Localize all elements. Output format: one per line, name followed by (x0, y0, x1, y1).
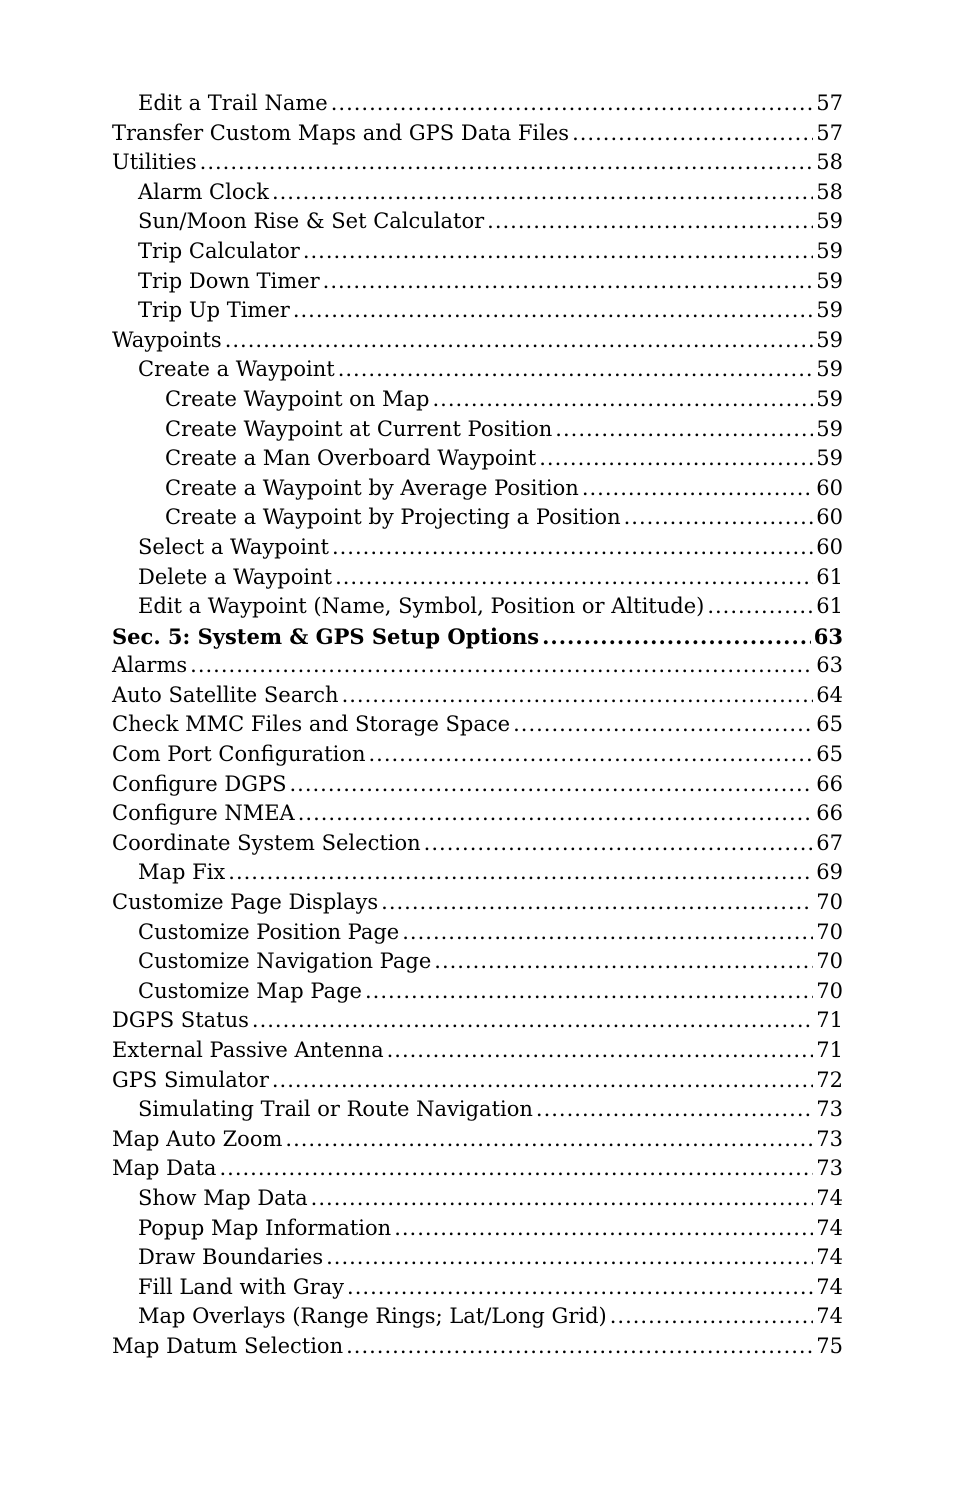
toc-entry-title: Draw Boundaries (138, 1245, 324, 1270)
toc-entry[interactable] (112, 1036, 843, 1066)
toc-entry-title: Customize Map Page (138, 978, 362, 1003)
toc-entry-title: DGPS Status (112, 1008, 249, 1033)
dot-leader (335, 563, 813, 593)
toc-entry-title: Edit a Waypoint (Name, Symbol, Position or Altitude) (138, 594, 705, 619)
toc-entry[interactable] (112, 267, 843, 297)
toc-entry-page-number: 74 (816, 1274, 843, 1299)
toc-entry-title: Create a Waypoint by Average Position (165, 475, 579, 500)
toc-entry[interactable] (112, 444, 843, 474)
dot-leader (433, 385, 814, 415)
toc-entry-page-number: 65 (816, 712, 843, 737)
toc-entry[interactable] (112, 651, 843, 681)
toc-entry[interactable] (112, 1125, 843, 1155)
toc-entry-page-number: 73 (816, 1126, 843, 1151)
toc-entry-page-number: 71 (816, 1008, 843, 1033)
toc-entry[interactable] (112, 799, 843, 829)
dot-leader (424, 829, 814, 859)
toc-entry-title: Map Datum Selection (112, 1333, 344, 1358)
dot-leader (338, 355, 814, 385)
toc-entry-title: Check MMC Files and Storage Space (112, 712, 511, 737)
dot-leader (342, 681, 814, 711)
toc-entry-title: Configure DGPS (112, 771, 287, 796)
toc-entry[interactable] (112, 296, 843, 326)
toc-entry-page-number: 69 (816, 860, 843, 885)
toc-entry-page-number: 63 (816, 653, 843, 678)
toc-entry-title: GPS Simulator (112, 1067, 269, 1092)
toc-entry-title: Create a Man Overboard Waypoint (165, 446, 537, 471)
toc-entry-title: Create Waypoint on Map (165, 386, 430, 411)
dot-leader (394, 1214, 813, 1244)
toc-entry-page-number: 60 (816, 505, 843, 530)
toc-entry[interactable] (112, 237, 843, 267)
toc-entry-title: Customize Navigation Page (138, 949, 432, 974)
toc-entry-title: Show Map Data (138, 1185, 308, 1210)
dot-leader (381, 888, 813, 918)
dot-leader (331, 89, 814, 119)
toc-entry-page-number: 73 (816, 1097, 843, 1122)
toc-entry-title: Alarm Clock (138, 179, 269, 204)
toc-entry[interactable] (112, 710, 843, 740)
toc-entry[interactable] (112, 563, 843, 593)
toc-entry-title: Popup Map Information (138, 1215, 392, 1240)
toc-entry[interactable] (112, 119, 843, 149)
dot-leader (539, 444, 813, 474)
dot-leader (346, 1332, 813, 1362)
toc-entry[interactable] (112, 1066, 843, 1096)
dot-leader (228, 858, 813, 888)
toc-entry[interactable] (112, 1154, 843, 1184)
toc-entry-page-number: 61 (816, 594, 843, 619)
dot-leader (311, 1184, 814, 1214)
toc-entry[interactable] (112, 207, 843, 237)
dot-leader (434, 947, 813, 977)
toc-entry-title: Map Data (112, 1156, 217, 1181)
dot-leader (365, 977, 813, 1007)
toc-entry-page-number: 59 (816, 416, 843, 441)
toc-entry[interactable] (112, 1184, 843, 1214)
dot-leader (555, 415, 813, 445)
toc-entry-page-number: 58 (816, 179, 843, 204)
dot-leader (387, 1036, 814, 1066)
dot-leader (298, 799, 814, 829)
toc-entry-title: Create a Waypoint by Projecting a Position (165, 505, 621, 530)
toc-entry-page-number: 70 (816, 949, 843, 974)
dot-leader (610, 1302, 814, 1332)
toc-entry-page-number: 74 (816, 1185, 843, 1210)
toc-entry-page-number: 66 (816, 801, 843, 826)
dot-leader (200, 148, 814, 178)
toc-entry-page-number: 60 (816, 475, 843, 500)
toc-entry-page-number: 59 (816, 268, 843, 293)
toc-entry-title: Customize Page Displays (112, 890, 379, 915)
toc-entry[interactable] (112, 415, 843, 445)
toc-entry-page-number: 70 (816, 978, 843, 1003)
dot-leader (323, 267, 814, 297)
toc-entry[interactable] (112, 1332, 843, 1362)
dot-leader (190, 651, 813, 681)
toc-entry[interactable] (112, 1095, 843, 1125)
toc-entry-title: Map Fix (138, 860, 226, 885)
toc-entry-page-number: 74 (816, 1215, 843, 1240)
toc-entry-page-number: 64 (816, 682, 843, 707)
dot-leader (272, 1066, 813, 1096)
toc-entry-page-number: 63 (813, 623, 843, 649)
toc-entry[interactable] (112, 533, 843, 563)
toc-entry-title: Map Overlays (Range Rings; Lat/Long Grid) (138, 1304, 607, 1329)
toc-entry-title: Create Waypoint at Current Position (165, 416, 553, 441)
toc-entry-page-number: 70 (816, 890, 843, 915)
toc-entry-title: Configure NMEA (112, 801, 295, 826)
dot-leader (402, 918, 813, 948)
toc-entry[interactable] (112, 148, 843, 178)
toc-entry-title: Fill Land with Gray (138, 1274, 345, 1299)
toc-entry-page-number: 74 (816, 1304, 843, 1329)
toc-entry[interactable] (112, 977, 843, 1007)
toc-entry[interactable] (112, 1302, 843, 1332)
toc-entry-page-number: 74 (816, 1245, 843, 1270)
toc-entry-page-number: 60 (816, 534, 843, 559)
toc-entry-page-number: 59 (816, 298, 843, 323)
toc-entry-title: Auto Satellite Search (112, 682, 339, 707)
toc-entry[interactable] (112, 385, 843, 415)
toc-entry[interactable] (112, 1243, 843, 1273)
toc-entry-page-number: 58 (816, 150, 843, 175)
toc-entry-page-number: 59 (816, 327, 843, 352)
toc-entry-title: Trip Up Timer (138, 298, 290, 323)
toc-entry-title: Trip Calculator (138, 238, 300, 263)
toc-entry-title: External Passive Antenna (112, 1038, 384, 1062)
toc-entry-title: Alarms (112, 653, 188, 678)
dot-leader (326, 1243, 813, 1273)
toc-entry-title: Sec. 5: System & GPS Setup Options (112, 623, 540, 649)
toc-entry-title: Map Auto Zoom (112, 1126, 283, 1151)
table-of-contents (112, 89, 843, 1362)
toc-entry[interactable] (112, 947, 843, 977)
toc-entry-page-number: 67 (816, 830, 843, 855)
toc-entry-page-number: 59 (816, 446, 843, 471)
toc-entry-title: Delete a Waypoint (138, 564, 333, 589)
toc-entry-title: Transfer Custom Maps and GPS Data Files (112, 120, 570, 145)
toc-entry-page-number: 59 (816, 386, 843, 411)
toc-entry-title: Simulating Trail or Route Navigation (138, 1097, 533, 1122)
toc-entry[interactable] (112, 770, 843, 800)
dot-leader (624, 503, 814, 533)
toc-entry-page-number: 75 (816, 1333, 843, 1358)
toc-entry[interactable] (112, 622, 843, 652)
toc-entry-title: Edit a Trail Name (138, 91, 328, 115)
toc-entry-page-number: 59 (816, 357, 843, 382)
toc-entry-page-number: 57 (816, 91, 843, 115)
toc-entry-page-number: 57 (816, 120, 843, 145)
dot-leader (536, 1095, 813, 1125)
toc-entry-title: Create a Waypoint (138, 357, 335, 382)
toc-entry[interactable] (112, 326, 843, 356)
toc-entry-page-number: 65 (816, 742, 843, 767)
toc-entry-page-number: 59 (816, 209, 843, 234)
dot-leader (582, 474, 813, 504)
toc-entry[interactable] (112, 178, 843, 208)
toc-entry[interactable] (112, 503, 843, 533)
toc-entry[interactable] (112, 918, 843, 948)
toc-entry-page-number: 61 (816, 564, 843, 589)
dot-leader (368, 740, 813, 770)
toc-entry-page-number: 73 (816, 1156, 843, 1181)
dot-leader (303, 237, 813, 267)
dot-leader (293, 296, 813, 326)
toc-entry[interactable] (112, 858, 843, 888)
dot-leader (542, 622, 811, 652)
toc-entry-title: Select a Waypoint (138, 534, 329, 559)
dot-leader (513, 710, 813, 740)
toc-entry-title: Trip Down Timer (138, 268, 320, 293)
toc-entry[interactable] (112, 829, 843, 859)
dot-leader (347, 1273, 813, 1303)
toc-entry[interactable] (112, 1006, 843, 1036)
dot-leader (252, 1006, 813, 1036)
toc-entry-page-number: 72 (816, 1067, 843, 1092)
toc-entry-page-number: 66 (816, 771, 843, 796)
dot-leader (707, 592, 813, 622)
dot-leader (572, 119, 813, 149)
toc-entry-title: Coordinate System Selection (112, 830, 421, 855)
dot-leader (332, 533, 813, 563)
dot-leader (289, 770, 813, 800)
toc-entry[interactable] (112, 355, 843, 385)
toc-entry[interactable] (112, 888, 843, 918)
toc-entry[interactable] (112, 89, 843, 119)
toc-entry-page-number: 59 (816, 238, 843, 263)
toc-entry[interactable] (112, 740, 843, 770)
toc-entry-title: Sun/Moon Rise & Set Calculator (138, 209, 485, 234)
toc-entry-title: Utilities (112, 150, 197, 175)
toc-entry-page-number: 70 (816, 919, 843, 944)
toc-entry-title: Com Port Configuration (112, 742, 366, 767)
toc-entry[interactable] (112, 681, 843, 711)
toc-entry-title: Waypoints (112, 327, 222, 352)
dot-leader (225, 326, 814, 356)
toc-entry[interactable] (112, 1214, 843, 1244)
dot-leader (219, 1154, 813, 1184)
toc-entry[interactable] (112, 592, 843, 622)
dot-leader (487, 207, 813, 237)
toc-entry-page-number: 71 (816, 1038, 843, 1062)
dot-leader (272, 178, 813, 208)
dot-leader (285, 1125, 813, 1155)
toc-entry[interactable] (112, 474, 843, 504)
toc-entry-title: Customize Position Page (138, 919, 400, 944)
toc-entry[interactable] (112, 1273, 843, 1303)
